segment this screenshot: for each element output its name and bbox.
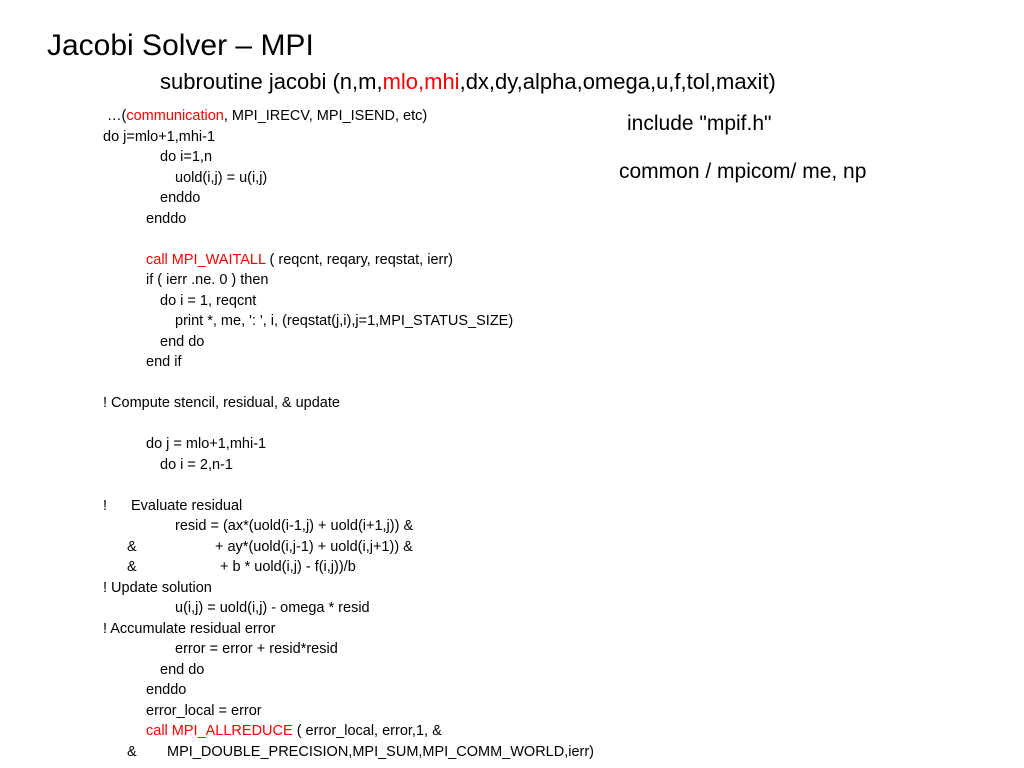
common-block-note: common / mpicom/ me, np — [619, 160, 867, 183]
code-continuation-line — [127, 538, 413, 556]
signature-prefix: subroutine jacobi (n,m, — [160, 69, 383, 94]
comment-text: Evaluate residual — [131, 498, 243, 514]
code-fragment: ( reqcnt, reqary, reqstat, ierr) — [265, 252, 454, 268]
code-line: enddo — [146, 211, 187, 227]
code-keyword-highlight: communication — [126, 108, 224, 124]
code-fragment: , MPI_IRECV, MPI_ISEND, etc) — [223, 108, 428, 124]
code-line: print *, me, ': ', i, (reqstat(j,i),j=1,MPI_STATUS_SIZE) — [175, 313, 514, 329]
code-keyword-highlight: call MPI_ALLREDUCE — [146, 723, 293, 739]
code-line: enddo — [146, 682, 187, 698]
code-comment: ! Update solution — [103, 580, 212, 596]
slide-title: Jacobi Solver – MPI — [47, 29, 314, 62]
code-comment: ! Accumulate residual error — [103, 621, 276, 637]
code-fragment: MPI_DOUBLE_PRECISION,MPI_SUM,MPI_COMM_WORLD,ierr) — [167, 744, 595, 760]
code-comment — [103, 497, 243, 515]
code-line-allreduce — [146, 722, 442, 740]
continuation-marker: & — [127, 539, 137, 555]
code-continuation-line — [127, 743, 595, 761]
code-line: u(i,j) = uold(i,j) - omega * resid — [175, 600, 370, 616]
code-line: do i = 1, reqcnt — [160, 293, 257, 309]
subroutine-signature — [160, 68, 776, 96]
code-line: error = error + resid*resid — [175, 641, 338, 657]
comment-marker: ! — [103, 498, 108, 514]
code-continuation-line — [127, 558, 356, 576]
code-fragment: + ay*(uold(i,j-1) + uold(i,j+1)) & — [215, 539, 413, 555]
code-line-waitall — [146, 251, 453, 269]
code-line: uold(i,j) = u(i,j) — [175, 170, 268, 186]
code-keyword-highlight: call MPI_WAITALL — [146, 252, 266, 268]
signature-highlight: mlo,mhi — [382, 69, 460, 94]
code-line: end do — [160, 334, 205, 350]
code-line: do i = 2,n-1 — [160, 457, 233, 473]
code-line: end do — [160, 662, 205, 678]
code-line: resid = (ax*(uold(i-1,j) + uold(i+1,j)) & — [175, 518, 414, 534]
code-line: error_local = error — [146, 703, 262, 719]
continuation-marker: & — [127, 559, 137, 575]
code-fragment: …( — [107, 108, 127, 124]
code-line: end if — [146, 354, 182, 370]
continuation-marker: & — [127, 744, 137, 760]
code-line: do j=mlo+1,mhi-1 — [103, 129, 216, 145]
code-line-communication — [107, 107, 427, 125]
signature-suffix: ,dx,dy,alpha,omega,u,f,tol,maxit) — [459, 69, 776, 94]
code-line: do j = mlo+1,mhi-1 — [146, 436, 267, 452]
include-note: include "mpif.h" — [627, 112, 772, 135]
code-fragment: + b * uold(i,j) - f(i,j))/b — [220, 559, 356, 575]
code-line: if ( ierr .ne. 0 ) then — [146, 272, 269, 288]
code-line: enddo — [160, 190, 201, 206]
code-fragment: ( error_local, error,1, & — [292, 723, 442, 739]
code-line: do i=1,n — [160, 149, 213, 165]
code-comment: ! Compute stencil, residual, & update — [103, 395, 340, 411]
